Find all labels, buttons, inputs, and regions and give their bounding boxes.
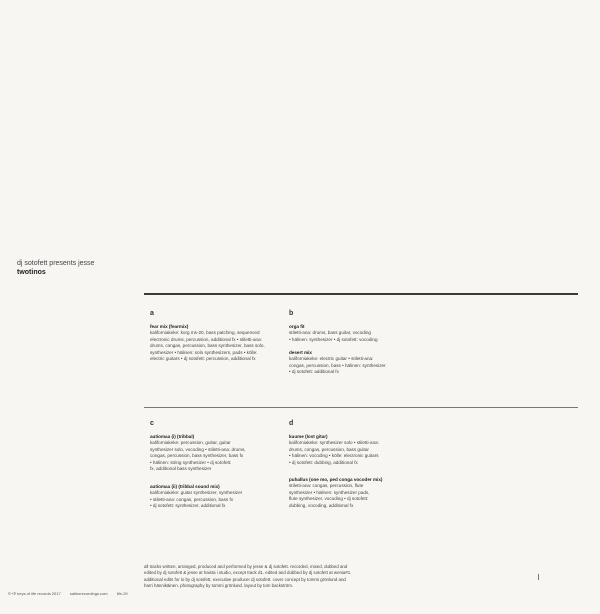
track-title: desert mix bbox=[289, 350, 312, 355]
track-credit-line: • dj sotofett: additional fx bbox=[289, 369, 339, 374]
track-credit-line: • hälinen: string synthesizer • dj sotofett: bbox=[150, 459, 232, 465]
track-credit-line: drums, congas, percussion, bass synthesizer, bass solo, bbox=[150, 343, 265, 348]
track-credit-line: electric guitars • dj sotofett: percussion, additional fx bbox=[150, 356, 256, 361]
track-credit-line: synthesizer • hälinen: solo synthesizers, pads • kölle: bbox=[150, 349, 258, 355]
track-credit-line: kaliforniakeke: synthesizer solo • stiletti-ana: bbox=[289, 440, 379, 445]
track-credit-line: stiletti-ana: congas, percussion, flute bbox=[289, 483, 364, 488]
label-footer bbox=[8, 591, 136, 596]
track-credit-line: flute synthesizer, vocoding • dj sotofett: bbox=[289, 496, 369, 501]
side-d-track-2 bbox=[289, 477, 429, 509]
track-credit-line: • hälinen: synthesizer • dj sotofett: vocoding bbox=[289, 336, 378, 342]
credit-line: all tracks written, arranged, produced and performed by jesse & dj sotofett. recorded, mixed, dubbed and bbox=[144, 564, 348, 569]
track-credit-line: synthesizer • hälinen: synthesizer pads, bbox=[289, 489, 370, 495]
track-credit-line: kaliforniakeke: korg ms-20, bass patching, sequenced bbox=[150, 330, 260, 335]
track-credit-line: • stiletti-ana: congas, percussion, bass fx bbox=[150, 496, 234, 502]
label-website: salleorecordings.com bbox=[69, 591, 108, 596]
track-credit-line: stiletti-ana: drums, bass guitar, vocoding bbox=[289, 330, 371, 335]
side-d-letter: d bbox=[289, 420, 294, 427]
credit-line: edited by dj sotofett & jesse at haista i studio, except track d1. edited and dubbed by dj sotofett at wenia#1. bbox=[144, 570, 352, 576]
catalog-number: life-29 bbox=[116, 591, 128, 596]
track-credit-line: drums, congas, percussion, bass guitar bbox=[289, 446, 369, 452]
side-c-track-1 bbox=[150, 434, 290, 473]
track-credit-line: electronic drums, percussion, additional fx • stiletti-ana: bbox=[150, 336, 262, 342]
credit-line: harri hännikäinen. photography by tommi grönlund. layout by tom backström. bbox=[144, 582, 294, 588]
track-credit-line: kaliforniakeke: guitar synthesizer, synthesizer bbox=[150, 490, 243, 495]
track-credit-line: • dj sotofett: synthesizer, additional fx bbox=[150, 503, 226, 508]
track-credit-line: • hälinen: vocoding • kölle: electronic guitars bbox=[289, 453, 379, 458]
track-title: puhallus (one mo, ped conga vocoder mix) bbox=[289, 477, 383, 482]
middle-divider bbox=[144, 407, 578, 408]
track-title: autiomaa (i) (tribbal) bbox=[150, 434, 195, 439]
side-c-track-2 bbox=[150, 484, 290, 510]
artist-name: dj sotofett presents jesse bbox=[17, 260, 95, 267]
side-d-track-1 bbox=[289, 434, 429, 466]
top-divider bbox=[144, 293, 578, 295]
liner-credits bbox=[144, 564, 444, 589]
side-c-letter: c bbox=[150, 420, 154, 427]
small-mark bbox=[538, 574, 539, 580]
track-title: autiomaa (ii) (tribbal sound mix) bbox=[150, 484, 220, 489]
track-title: orga fit bbox=[289, 324, 305, 329]
track-credit-line: congas, percussion, bass • hälinen: synthesizer bbox=[289, 362, 386, 368]
track-credit-line: • dj sotofett: dubbing, additional fx bbox=[289, 459, 358, 465]
side-b-letter: b bbox=[289, 310, 294, 317]
side-a-track-1 bbox=[150, 324, 290, 363]
track-title: kuume (lost gitar) bbox=[289, 434, 328, 439]
side-a-letter: a bbox=[150, 310, 154, 317]
track-credit-line: fx, additional bass synthesizer bbox=[150, 466, 212, 471]
album-title: twotinos bbox=[17, 269, 46, 276]
side-b-track-2 bbox=[289, 350, 429, 376]
credit-line: additional edits for lo by dj sotofett. executive producer dj sotofett. cover concept by tommi grönlund and bbox=[144, 576, 346, 582]
track-title: fear mix (fearmix) bbox=[150, 324, 189, 329]
track-credit-line: kaliforniakeke: percussion, guitar, guitar bbox=[150, 440, 231, 445]
side-b-track-1 bbox=[289, 324, 429, 343]
copyright-notice: ©+® keys of life records 2017 bbox=[8, 591, 61, 596]
track-credit-line: congas, percussion, bass synthesizer, bass fx bbox=[150, 453, 244, 458]
track-credit-line: kaliforniakeke: electric guitar • stiletti-ana: bbox=[289, 356, 374, 361]
track-credit-line: synthesizer solo, vocoding • stiletti-ana: drums, bbox=[150, 446, 246, 452]
track-credit-line: dubbing, vocoding, additional fx bbox=[289, 502, 354, 508]
